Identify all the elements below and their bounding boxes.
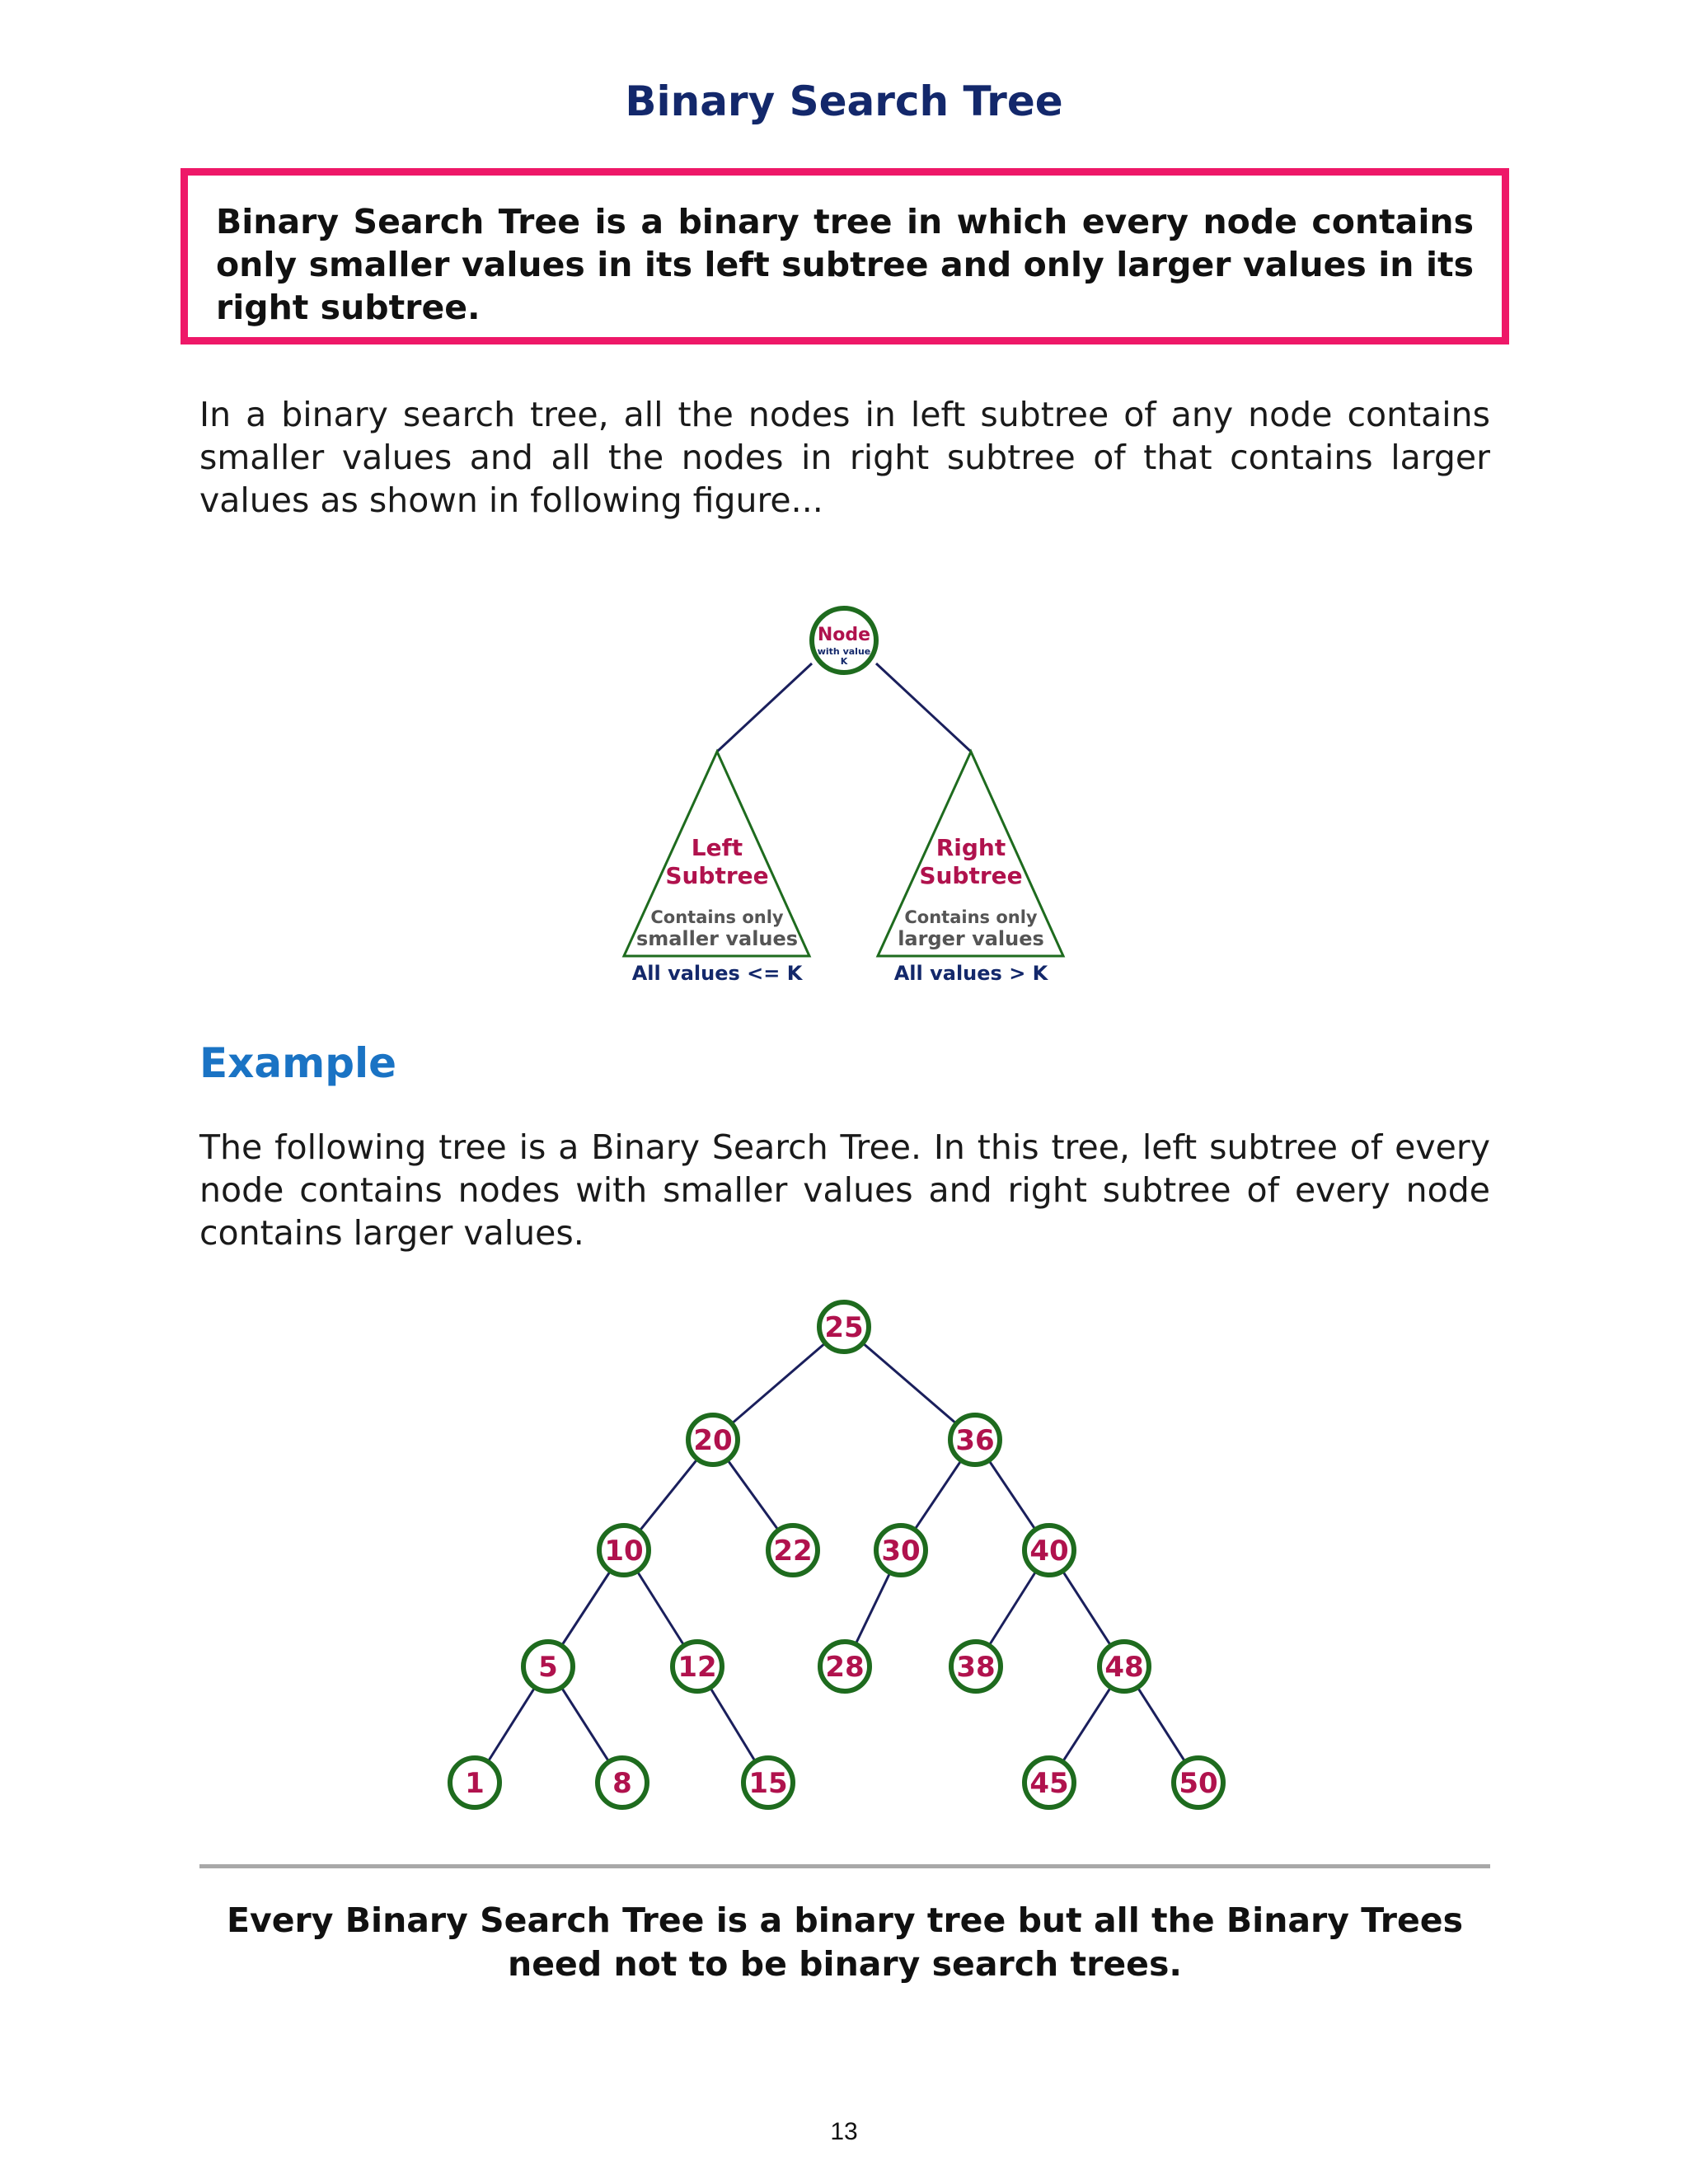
- tree-node-value: 25: [824, 1311, 864, 1344]
- tree-node-value: 28: [825, 1651, 865, 1684]
- tree-node-value: 30: [881, 1535, 921, 1568]
- tree-node-48: [1100, 1642, 1149, 1691]
- left-subtree-desc: Contains only: [650, 907, 784, 927]
- tree-node-1: [450, 1758, 499, 1807]
- tree-node-36: [950, 1415, 1000, 1465]
- left-subtree-desc-2: smaller values: [635, 927, 799, 950]
- tree-node-28: [820, 1642, 870, 1691]
- left-subtree-rule: All values <= K: [631, 962, 803, 985]
- tree-node-22: [768, 1526, 818, 1575]
- example-tree-edges: [488, 1343, 1185, 1762]
- tree-node-value: 40: [1029, 1535, 1069, 1568]
- tree-edge-48-50: [1137, 1687, 1185, 1761]
- tree-edge-20-10: [640, 1459, 697, 1530]
- tree-edge-40-38: [989, 1571, 1036, 1645]
- tree-node-38: [951, 1642, 1001, 1691]
- tree-node-value: 20: [693, 1424, 733, 1457]
- definition-text: Binary Search Tree is a binary tree in which every node contains only smaller values in its left subtree and only larger values in its right subtree.: [216, 202, 1474, 327]
- tree-node-value: 8: [612, 1767, 632, 1800]
- section-divider: [199, 1864, 1490, 1868]
- tree-node-40: [1025, 1526, 1074, 1575]
- tree-node-value: 1: [465, 1767, 485, 1800]
- tree-node-value: 22: [773, 1535, 813, 1568]
- tree-node-50: [1174, 1758, 1223, 1807]
- tree-node-value: 12: [678, 1651, 717, 1684]
- concept-edge-right: [876, 663, 971, 752]
- tree-edge-30-28: [856, 1572, 890, 1644]
- tree-node-15: [743, 1758, 793, 1807]
- tree-edge-48-45: [1062, 1687, 1110, 1762]
- tree-node-value: 15: [748, 1767, 788, 1800]
- tree-edge-12-15: [710, 1688, 756, 1762]
- example-paragraph: The following tree is a Binary Search Tree. In this tree, left subtree of every node contains nodes with smaller values and right subtree of every node contains larger values.: [199, 1127, 1490, 1253]
- example-tree-nodes: [450, 1302, 1223, 1807]
- right-subtree-title-2: Subtree: [919, 862, 1023, 889]
- tree-node-10: [599, 1526, 649, 1575]
- tree-node-30: [876, 1526, 926, 1575]
- tree-edge-20-22: [728, 1460, 779, 1530]
- tree-node-value: 36: [955, 1424, 995, 1457]
- concept-diagram: [624, 608, 1063, 985]
- intro-paragraph: In a binary search tree, all the nodes in left subtree of any node contains smaller values and all the nodes in right subtree of that contains larger values as shown in following figure...: [199, 395, 1490, 520]
- left-subtree-title-2: Subtree: [665, 862, 769, 889]
- tree-node-12: [673, 1642, 722, 1691]
- tree-node-25: [819, 1302, 869, 1352]
- tree-edge-36-30: [915, 1460, 962, 1530]
- tree-edge-40-48: [1062, 1571, 1110, 1646]
- page-title: Binary Search Tree: [625, 77, 1063, 125]
- tree-node-value: 5: [538, 1651, 558, 1684]
- tree-node-value: 10: [604, 1535, 644, 1568]
- tree-node-value: 45: [1029, 1767, 1069, 1800]
- right-subtree-rule: All values > K: [893, 962, 1048, 985]
- closing-note: Every Binary Search Tree is a binary tree but all the Binary Trees need not to be binary search trees.: [227, 1900, 1463, 1984]
- concept-edge-left: [717, 663, 812, 752]
- tree-edge-10-12: [637, 1571, 684, 1645]
- right-subtree-title: Right: [935, 834, 1006, 861]
- tree-edge-25-20: [732, 1343, 826, 1424]
- page-number: 13: [830, 2118, 858, 2145]
- tree-edge-36-40: [989, 1460, 1036, 1530]
- concept-root-value: K: [840, 656, 848, 667]
- right-subtree-desc: Contains only: [904, 907, 1038, 927]
- tree-node-value: 50: [1179, 1767, 1218, 1800]
- tree-node-45: [1025, 1758, 1074, 1807]
- tree-node-20: [688, 1415, 738, 1465]
- tree-node-5: [523, 1642, 573, 1691]
- concept-root-label: Node: [817, 625, 871, 645]
- tree-node-value: 48: [1104, 1651, 1144, 1684]
- tree-edge-5-8: [561, 1687, 609, 1761]
- right-subtree-desc-2: larger values: [898, 927, 1044, 950]
- tree-edge-10-5: [561, 1571, 610, 1646]
- tree-node-8: [598, 1758, 647, 1807]
- tree-node-value: 38: [956, 1651, 996, 1684]
- tree-edge-5-1: [488, 1687, 535, 1761]
- tree-edge-25-36: [863, 1343, 957, 1424]
- concept-root-sublabel: with value: [817, 646, 871, 657]
- example-heading: Example: [199, 1039, 397, 1087]
- left-subtree-title: Left: [691, 834, 743, 861]
